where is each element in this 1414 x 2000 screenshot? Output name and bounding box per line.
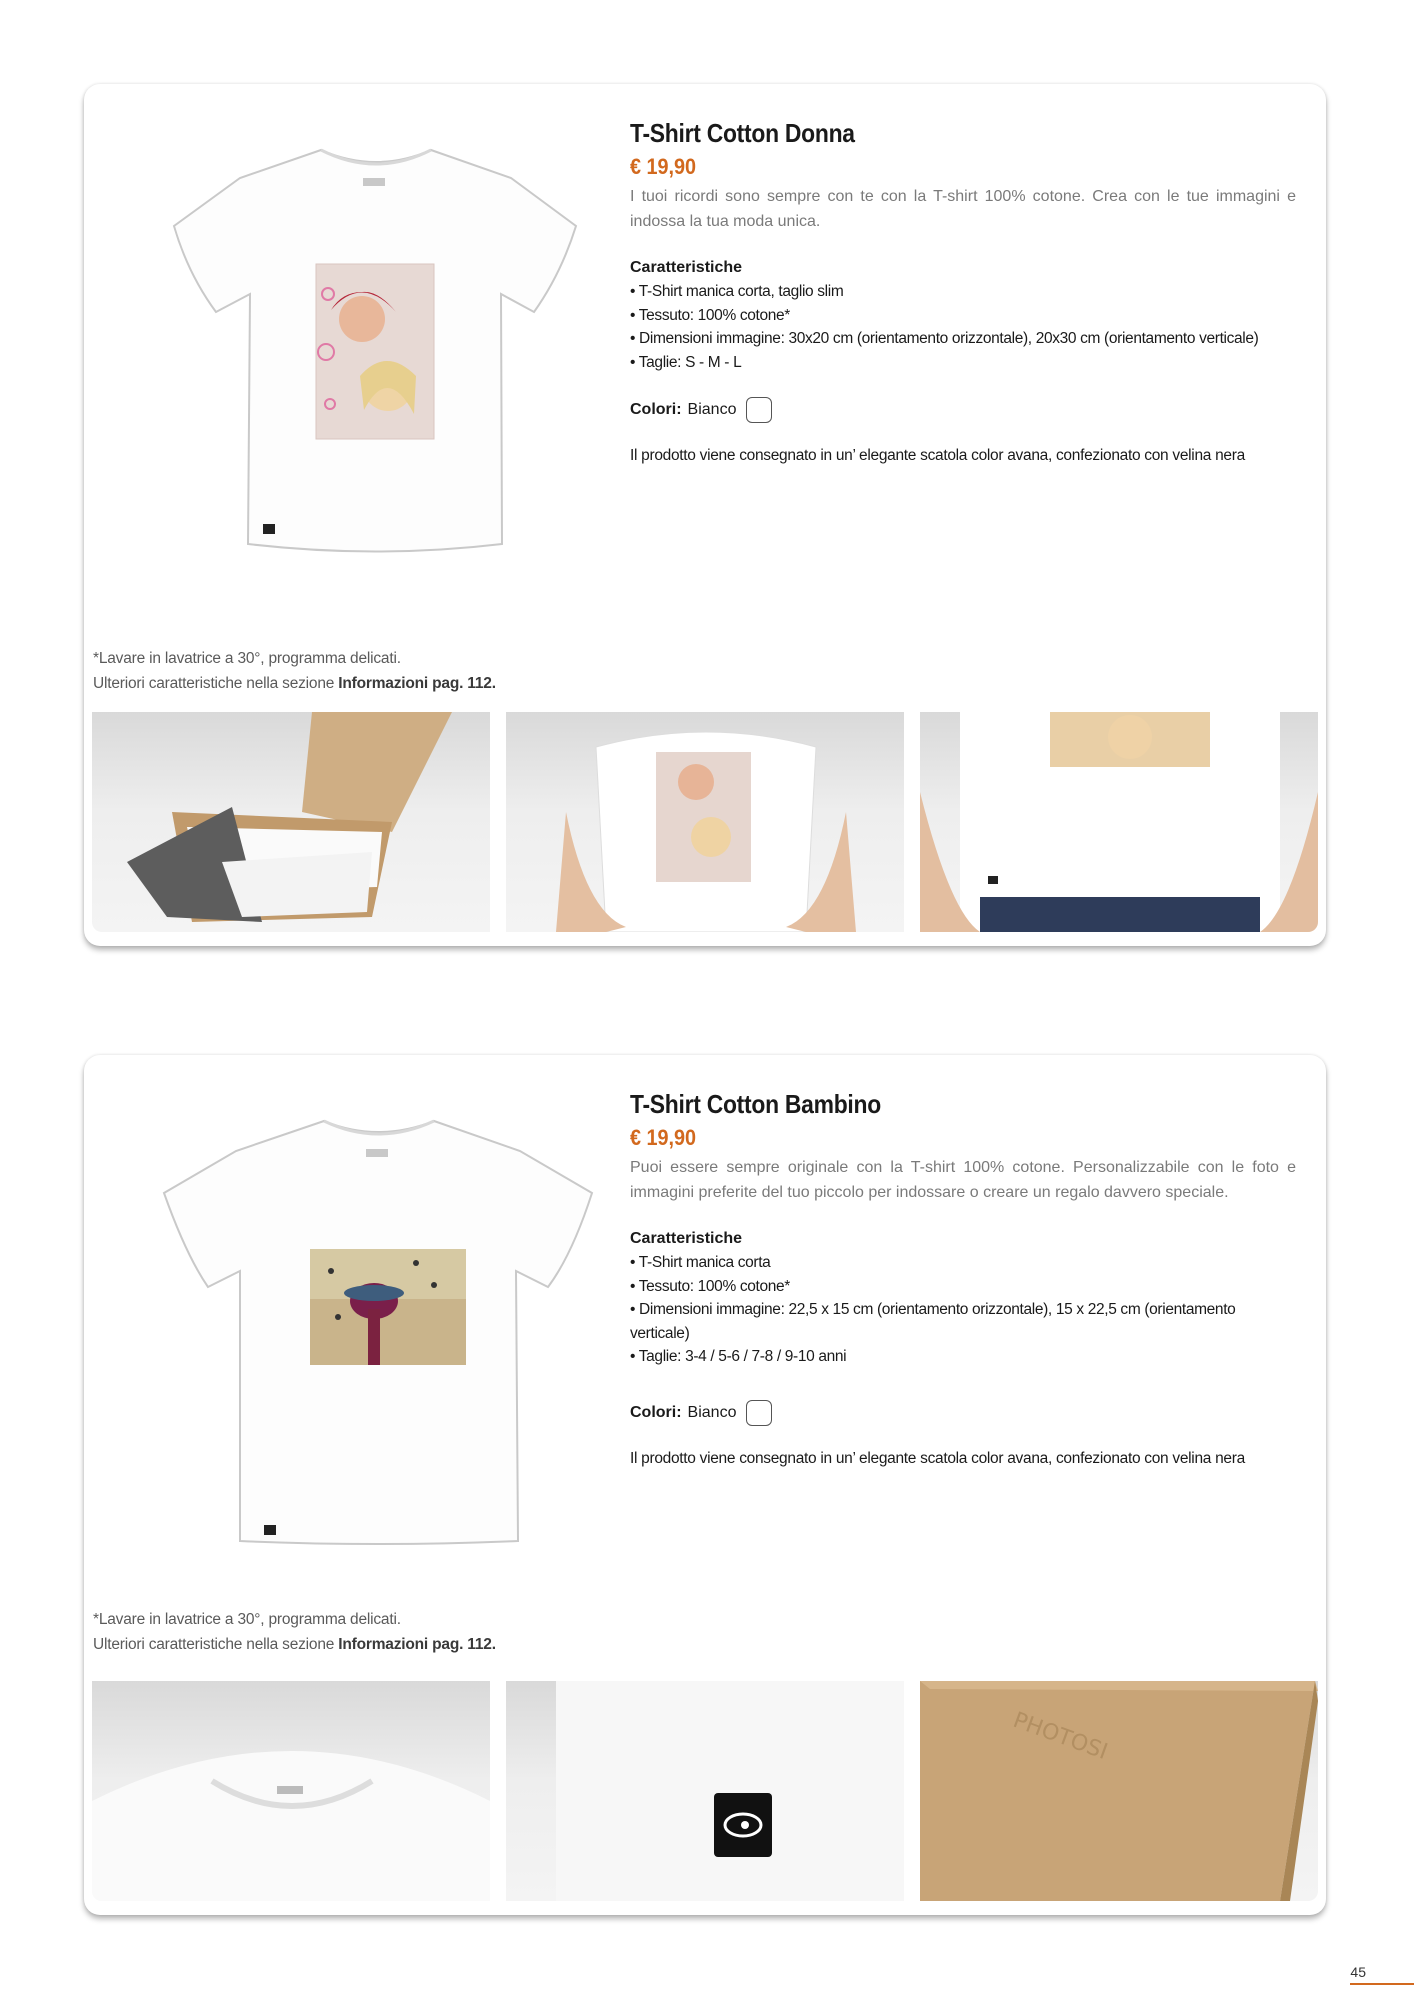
feature-item: • Tessuto: 100% cotone* [630,304,1296,328]
feature-item: • Taglie: 3-4 / 5-6 / 7-8 / 9-10 anni [630,1345,1296,1369]
color-swatch-white [746,397,772,423]
feature-item: • T-Shirt manica corta [630,1251,1296,1275]
feature-item: • T-Shirt manica corta, taglio slim [630,280,1296,304]
product-image-tshirt-donna [116,114,636,634]
care-footnote [93,1607,496,1657]
photo-kraft-box [920,1681,1318,1901]
page-number: 45 [1350,1964,1366,1980]
product-info [630,1087,1296,1471]
photo-logo-label [506,1681,904,1901]
delivery-note: Il prodotto viene consegnato in un’ elegante scatola color avana, confezionato con velina nera [630,1449,1245,1467]
photo-model-detail [920,712,1318,932]
features-list [630,280,1296,374]
colors-label: Colori: [630,1403,682,1421]
more-info-line: Ulteriori caratteristiche nella sezione Informazioni pag. 112. [93,1636,496,1653]
photo-model-front [506,712,904,932]
product-card-tshirt-donna [84,84,1326,946]
photo-strip [92,1681,1320,1901]
color-swatch-white [746,1400,772,1426]
wash-instructions: *Lavare in lavatrice a 30°, programma delicati. [93,1611,401,1628]
color-value: Bianco [687,1403,737,1421]
colors-row [630,1399,1296,1427]
photo-collar-detail [92,1681,490,1901]
info-page-reference: Informazioni pag. 112. [338,1636,496,1653]
product-title: T-Shirt Cotton Bambino [630,1089,881,1119]
photo-packaging-box [92,712,490,932]
page-number-rule [1350,1983,1414,1985]
svg-text:PHOTOSI: PHOTOSI [1009,1707,1111,1766]
photo-strip [92,712,1320,932]
color-value: Bianco [687,401,737,418]
product-image-tshirt-bambino [116,1085,636,1605]
product-card-tshirt-bambino [84,1055,1326,1915]
product-title: T-Shirt Cotton Donna [630,118,855,148]
product-price: € 19,90 [630,1125,697,1150]
info-page-reference: Informazioni pag. 112. [338,675,496,692]
feature-item: • Taglie: S - M - L [630,351,1296,375]
care-footnote [93,646,496,696]
feature-item: • Dimensioni immagine: 30x20 cm (orientamento orizzontale), 20x30 cm (orientamento verticale) [630,327,1296,351]
delivery-note: Il prodotto viene consegnato in un’ elegante scatola color avana, confezionato con velina nera [630,447,1245,464]
product-info [630,116,1296,468]
features-heading: Caratteristiche [630,1230,743,1247]
product-description: Puoi essere sempre originale con la T-shirt 100% cotone. Personalizzabile con le foto e immagini preferite del tuo piccolo per indossare o creare un regalo davvero speciale. [630,1159,1296,1201]
wash-instructions: *Lavare in lavatrice a 30°, programma delicati. [93,650,401,667]
colors-row [630,396,1296,424]
features-heading: Caratteristiche [630,259,743,276]
product-description: I tuoi ricordi sono sempre con te con la T-shirt 100% cotone. Crea con le tue immagini e indossa la tua moda unica. [630,188,1296,230]
feature-item: • Tessuto: 100% cotone* [630,1275,1296,1299]
features-list [630,1251,1296,1369]
feature-item: • Dimensioni immagine: 22,5 x 15 cm (orientamento orizzontale), 15 x 22,5 cm (orientamento verticale) [630,1298,1296,1345]
product-price: € 19,90 [630,154,697,179]
colors-label: Colori: [630,401,682,418]
more-info-line: Ulteriori caratteristiche nella sezione Informazioni pag. 112. [93,675,496,692]
